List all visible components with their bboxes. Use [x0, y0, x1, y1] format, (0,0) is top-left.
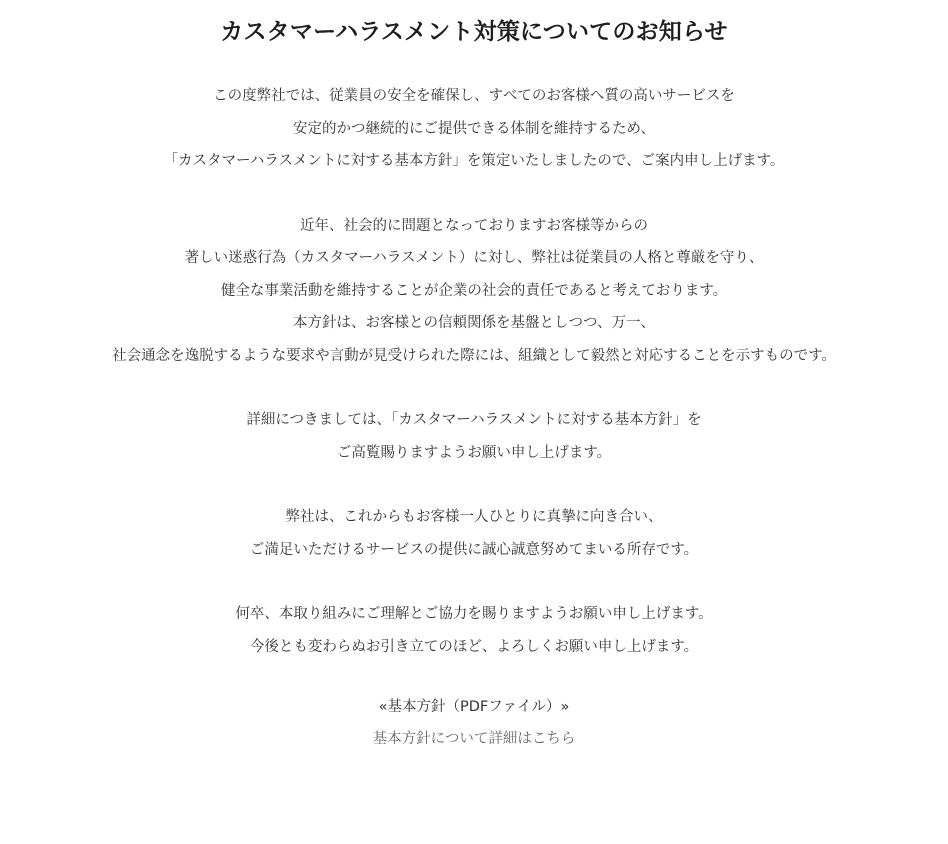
policy-links	[0, 691, 948, 755]
paragraph-background	[0, 210, 948, 373]
paragraph-commitment	[0, 501, 948, 566]
paragraph-line: この度弊社では、従業員の安全を確保し、すべてのお客様へ質の高いサービスを	[213, 88, 735, 104]
paragraph-details	[0, 404, 948, 469]
policy-detail-link[interactable]: 基本方針について詳細はこちら	[372, 731, 576, 747]
paragraph-line: 詳細につきましては、「カスタマーハラスメントに対する基本方針」を	[246, 412, 702, 428]
paragraph-line: 弊社は、これからもお客様一人ひとりに真摯に向き合い、	[285, 509, 663, 525]
paragraph-line: 本方針は、お客様との信頼関係を基盤としつつ、万一、	[293, 315, 655, 331]
paragraph-introduction	[0, 80, 948, 178]
paragraph-line: 著しい迷惑行為（カスタマーハラスメント）に対し、弊社は従業員の人格と尊厳を守り、	[184, 250, 764, 266]
paragraph-line: 安定的かつ継続的にご提供できる体制を維持するため、	[293, 120, 655, 137]
paragraph-line: 健全な事業活動を維持することが企業の社会的責任であると考えております。	[220, 282, 728, 299]
paragraph-line: 近年、社会的に問題となっておりますお客様等からの	[300, 217, 648, 234]
paragraph-line: ご満足いただけるサービスの提供に誠心誠意努めてまいる所存です。	[249, 541, 699, 558]
notice-body	[0, 80, 948, 663]
paragraph-line: 今後とも変わらぬお引き立てのほど、よろしくお願い申し上げます。	[249, 638, 699, 655]
paragraph-closing	[0, 598, 948, 663]
paragraph-line: ご高覧賜りますようお願い申し上げます。	[336, 444, 612, 461]
paragraph-line: 社会通念を逸脱するような要求や言動が見受けられた際には、組織として毅然と対応することを示すものです。	[112, 347, 836, 364]
policy-pdf-link[interactable]: «基本方針（PDFファイル）»	[378, 699, 570, 715]
page-title: カスタマーハラスメント対策についてのお知らせ	[220, 19, 728, 45]
paragraph-line: 何卒、本取り組みにご理解とご協力を賜りますようお願い申し上げます。	[235, 606, 713, 622]
paragraph-line: 「カスタマーハラスメントに対する基本方針」を策定いたしましたので、ご案内申し上げます。	[163, 153, 785, 169]
